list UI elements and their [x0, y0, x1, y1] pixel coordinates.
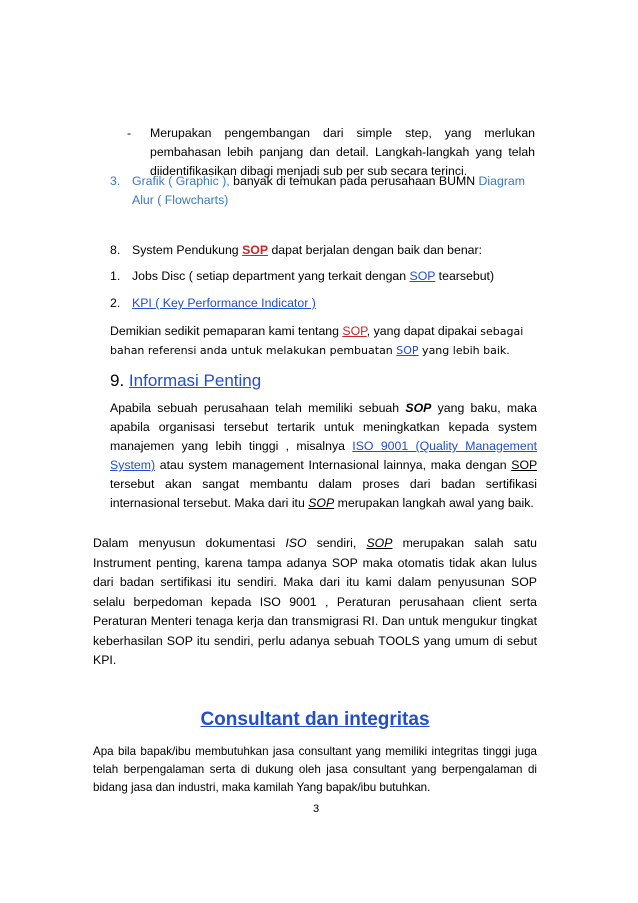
- demikian-mid: , yang dapat dipakai: [366, 324, 481, 338]
- dalam-p1: Dalam menyusun dokumentasi: [93, 536, 286, 550]
- consultant-title[interactable]: Consultant dan integritas: [200, 709, 430, 730]
- item-3-text: banyak di temukan pada perusahaan BUMN: [229, 174, 479, 188]
- item-1-pre: Jobs Disc ( setiap department yang terkait dengan: [132, 269, 410, 283]
- demikian-pre: Demikian sedikit pemaparan kami tentang: [110, 324, 343, 338]
- bullet-paragraph: Merupakan pengembangan dari simple step, yang merlukan pembahasan lebih panjang dan detail. Langkah-langkah yang telah diidentifikasikan dibagi menjadi sub per sub secara terinci.: [150, 126, 535, 178]
- info-sop-3: SOP: [308, 496, 335, 510]
- item-8-number: 8.: [110, 243, 121, 257]
- info-p4: tersebut akan sangat membantu dalam proses dari badan sertifikasi internasional tersebut. Maka dari itu: [110, 477, 537, 510]
- iso-9001-link[interactable]: ISO 9001 (Quality Management System): [110, 439, 538, 472]
- kpi-link[interactable]: KPI ( Key Performance Indicator ): [132, 296, 316, 310]
- info-sop-1: SOP: [405, 401, 432, 415]
- dalam-p3: merupakan salah satu Instrument penting, karena tampa adanya SOP maka otomatis tidak akan lulus dari badan sertifikasi itu sendiri. Maka dari itu kami dalam penyusunan SOP selalu berpedoman kepada ISO 9001 , Peraturan perusahaan client serta Peraturan Menteri tenaga kerja dan transmigrasi RI. Dan untuk mengukur tingkat keberhasilan SOP itu sendiri, perlu adanya sebuah TOOLS yang umum di sebut KPI.: [93, 536, 537, 667]
- item-8-paragraph: [132, 241, 537, 260]
- item-1-paragraph: [132, 267, 537, 286]
- consultant-paragraph: Apa bila bapak/ibu membutuhkan jasa consultant yang memiliki integritas tinggi juga telah berpengalaman serta di dukung oleh jasa consultant yang berpengalaman di bidang jasa dan industri, maka kamilah Yang bapak/ibu butuhkan.: [93, 745, 537, 794]
- sop-link[interactable]: SOP: [409, 269, 436, 283]
- demikian-small-3: yang lebih baik.: [418, 344, 510, 357]
- item-3-number: 3.: [110, 174, 121, 188]
- info-p2: yang baku, maka apabila organisasi tersebut tertarik untuk meningkatkan kepada system manajemen yang lebih tinggi , misalnya: [110, 401, 537, 453]
- informasi-penting-link[interactable]: Informasi Penting: [128, 371, 262, 390]
- sop-link[interactable]: SOP: [242, 243, 269, 257]
- sop-link[interactable]: SOP: [396, 344, 419, 357]
- page-number: 3: [312, 803, 320, 815]
- dalam-paragraph: [93, 534, 537, 671]
- info-p1: Apabila sebuah perusahaan telah memiliki sebuah: [110, 401, 406, 415]
- dalam-sop: SOP: [366, 536, 393, 550]
- sop-link[interactable]: SOP: [342, 324, 367, 338]
- demikian-small-1: sebagai: [480, 325, 524, 338]
- item-2-number: 2.: [110, 296, 121, 310]
- grafik-text: Grafik ( Graphic ),: [132, 174, 230, 188]
- item-8-pre: System Pendukung: [132, 243, 243, 257]
- item-8-post: dapat berjalan dengan baik dan benar:: [268, 243, 483, 257]
- demikian-small-2: bahan referensi anda untuk melakukan pembuatan: [110, 344, 397, 357]
- bullet-dash: -: [127, 126, 132, 140]
- section-9-number: 9.: [110, 371, 125, 390]
- item-2-paragraph: [132, 294, 537, 313]
- info-p5: merupakan langkah awal yang baik.: [334, 496, 534, 510]
- demikian-line-2: [110, 341, 540, 360]
- demikian-line-1: [110, 322, 540, 341]
- section-9-heading: [110, 370, 261, 392]
- item-1-post: tearsebut): [435, 269, 495, 283]
- diagram-alur-text: Diagram Alur ( Flowcharts): [132, 174, 526, 207]
- dalam-iso: ISO: [285, 536, 307, 550]
- info-sop-2: SOP: [511, 458, 537, 472]
- informasi-paragraph: [110, 399, 537, 513]
- info-p3: atau system management Internasional lainnya, maka dengan: [155, 458, 512, 472]
- item-1-number: 1.: [110, 269, 121, 283]
- dalam-p2: sendiri,: [306, 536, 367, 550]
- item-3-paragraph: [132, 172, 537, 210]
